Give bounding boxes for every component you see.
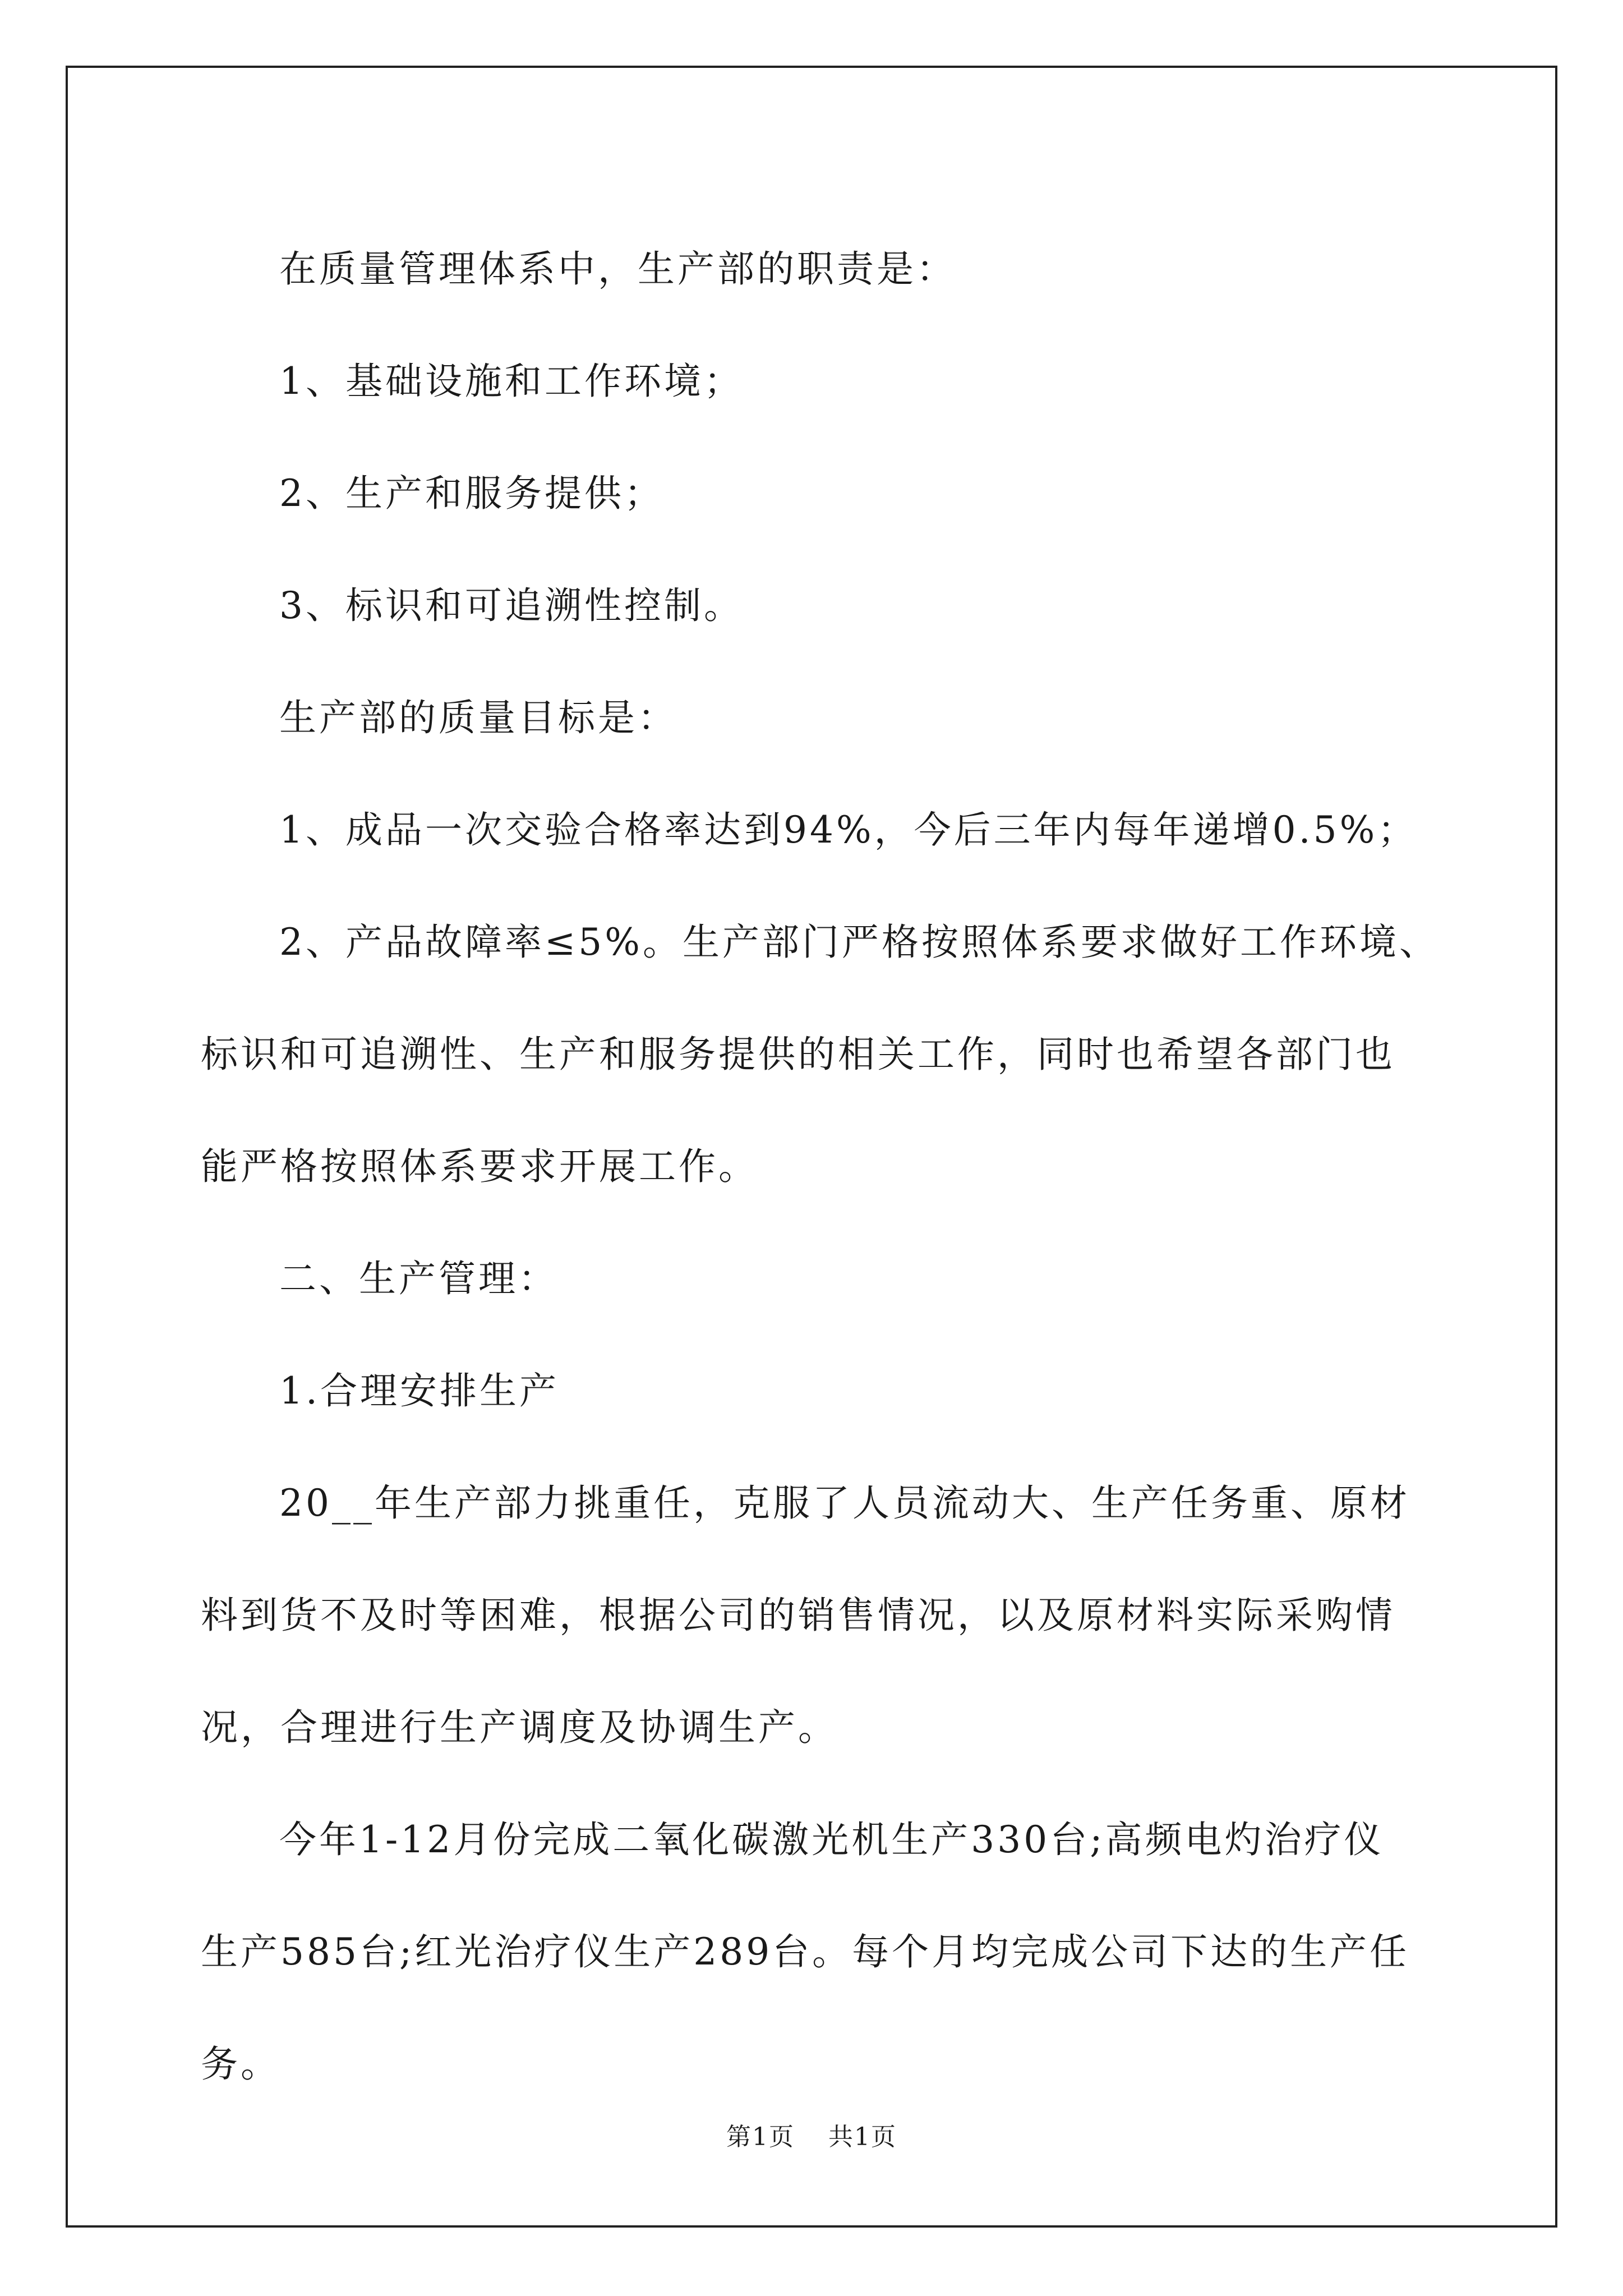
paragraph-intro: 在质量管理体系中，生产部的职责是： bbox=[279, 247, 956, 291]
paragraph-line: 能严格按照体系要求开展工作。 bbox=[201, 1145, 758, 1188]
list-item-pass-rate: 1、成品一次交验合格率达到94%，今后三年内每年递增0.5%； bbox=[279, 808, 1418, 852]
paragraph-line: 今年1-12月份完成二氧化碳激光机生产330台;高频电灼治疗仪 bbox=[279, 1818, 1384, 1861]
paragraph-line: 务。 bbox=[201, 2042, 280, 2086]
paragraph-line: 标识和可追溯性、生产和服务提供的相关工作，同时也希望各部门也 bbox=[201, 1033, 1395, 1076]
section-heading-production-management: 二、生产管理： bbox=[279, 1257, 558, 1300]
list-item-infrastructure: 1、基础设施和工作环境； bbox=[279, 360, 744, 403]
paragraph-line: 20__年生产部力挑重任，克服了人员流动大、生产任务重、原材 bbox=[279, 1481, 1410, 1525]
list-item-failure-rate: 2、产品故障率≤5%。生产部门严格按照体系要求做好工作环境、 bbox=[279, 921, 1439, 964]
list-item-production-service: 2、生产和服务提供； bbox=[279, 472, 664, 515]
subheading-scheduling: 1.合理安排生产 bbox=[279, 1369, 559, 1412]
list-item-traceability: 3、标识和可追溯性控制。 bbox=[279, 584, 744, 627]
paragraph-quality-goals: 生产部的质量目标是： bbox=[279, 696, 677, 739]
page-footer bbox=[0, 2120, 1623, 2154]
paragraph-line: 况，合理进行生产调度及协调生产。 bbox=[201, 1706, 838, 1749]
page-total: 共1页 bbox=[828, 2123, 897, 2151]
page-number: 第1页 bbox=[726, 2123, 795, 2151]
paragraph-line: 生产585台;红光治疗仪生产289台。每个月均完成公司下达的生产任 bbox=[201, 1930, 1410, 1973]
document-body bbox=[201, 213, 1439, 2120]
paragraph-line: 料到货不及时等困难，根据公司的销售情况，以及原材料实际采购情 bbox=[201, 1594, 1395, 1637]
